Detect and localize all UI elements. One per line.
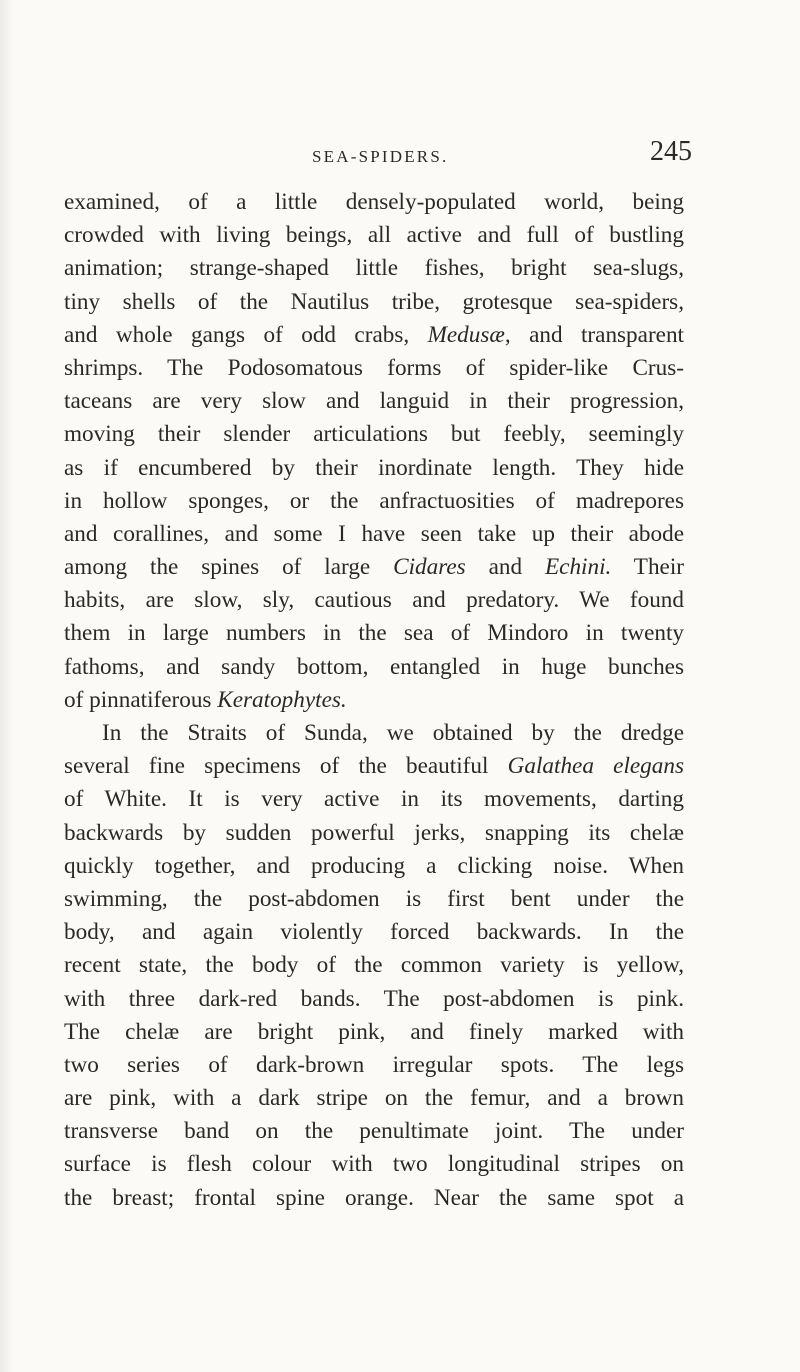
italic-term-echini: Echini. [544, 554, 612, 581]
text-line: recent state, the body of the common variety is yellow, [64, 952, 684, 979]
text-line: swimming, the post-abdomen is first bent under the [64, 885, 684, 912]
italic-term-galathea-elegans: Galathea elegans [507, 753, 684, 780]
text-line: habits, are slow, sly, cautious and predatory. We found [64, 587, 684, 614]
text-line: as if encumbered by their inordinate length. They hide [64, 454, 684, 481]
text-line: shrimps. The Podosomatous forms of spider-like Crus- [64, 354, 684, 381]
text-line: In the Straits of Sunda, we obtained by the dredge [102, 720, 684, 746]
text-line: two series of dark-brown irregular spots. The legs [64, 1051, 684, 1078]
text-line: animation; strange-shaped little fishes, bright sea-slugs, [64, 255, 684, 282]
text-line: quickly together, and producing a clicking noise. When [64, 852, 684, 879]
text-line: examined, of a little densely-populated world, being [64, 189, 684, 215]
text-line: surface is flesh colour with two longitudinal stripes on [64, 1151, 684, 1178]
text-line [64, 684, 684, 717]
text-line: tiny shells of the Nautilus tribe, grotesque sea-spiders, [64, 288, 684, 315]
text-line: with three dark-red bands. The post-abdomen is pink. [64, 985, 684, 1012]
page-number: 245 [650, 136, 692, 167]
text-segment: and whole gangs of odd crabs, [64, 321, 428, 348]
text-line: moving their slender articulations but feebly, seemingly [64, 421, 684, 448]
text-line [64, 551, 684, 584]
text-line: of White. It is very active in its movements, darting [64, 786, 684, 813]
page-edge-shadow [0, 0, 14, 1372]
italic-term-medusae: Medusæ, [427, 321, 511, 348]
text-line: crowded with living beings, all active and full of bustling [64, 222, 684, 249]
text-segment: several fine specimens of the beautiful [64, 753, 508, 780]
running-title: SEA-SPIDERS. [312, 147, 449, 166]
text-line [64, 319, 684, 352]
text-line [64, 750, 684, 783]
text-segment: of pinnatiferous [64, 686, 218, 713]
italic-term-keratophytes: Keratophytes. [217, 686, 347, 713]
text-line: them in large numbers in the sea of Mindoro in twenty [64, 620, 684, 647]
text-segment: and transparent [510, 321, 684, 348]
text-line: and corallines, and some I have seen take up their abode [64, 520, 684, 547]
text-line: backwards by sudden powerful jerks, snapping its chelæ [64, 819, 684, 846]
text-line: fathoms, and sandy bottom, entangled in huge bunches [64, 653, 684, 680]
text-line: in hollow sponges, or the anfractuosities of madrepores [64, 487, 684, 514]
text-line: are pink, with a dark stripe on the femur, and a brown [64, 1085, 684, 1112]
page-header [312, 138, 692, 174]
text-line: The chelæ are bright pink, and finely marked with [64, 1018, 684, 1045]
italic-term-cidares: Cidares [393, 554, 466, 581]
body-text [64, 186, 684, 1215]
text-line: the breast; frontal spine orange. Near the same spot a [64, 1184, 684, 1211]
text-segment: and [465, 554, 545, 581]
text-segment: Their [611, 554, 684, 581]
text-line: taceans are very slow and languid in their progression, [64, 388, 684, 415]
text-line: body, and again violently forced backwards. In the [64, 919, 684, 946]
text-segment: among the spines of large [64, 554, 394, 581]
text-line: transverse band on the penultimate joint. The under [64, 1118, 684, 1145]
